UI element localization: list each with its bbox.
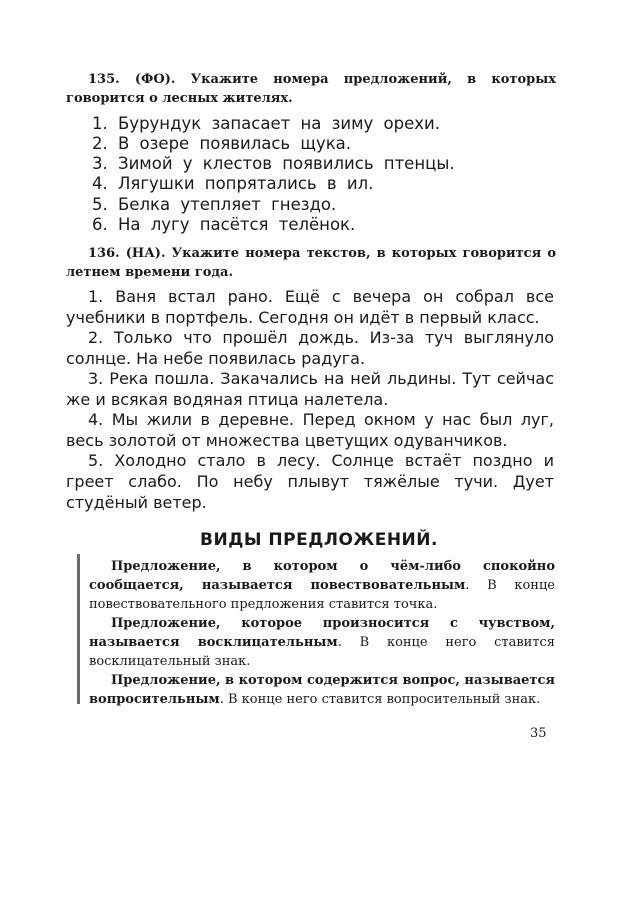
task-136-text-2: 2. Только что прошёл дождь. Из-за туч выглянуло солнце. На небе появилась радуга. (66, 328, 554, 368)
rule-bar (77, 554, 80, 704)
list-item: 2. В озере появилась щука. (92, 134, 352, 153)
rule-term: Предложение, в котором о чём-либо спокойно сообщается, называется повествовательным (89, 559, 555, 593)
list-item: 6. На лугу пасётся телёнок. (92, 215, 356, 234)
rule-box (77, 554, 557, 707)
rule-term: Предложение, в котором содержится вопрос, называется вопросительным (89, 673, 555, 707)
section-title: ВИДЫ ПРЕДЛОЖЕНИЙ. (200, 530, 438, 550)
task-136-header: 136. (НА). Укажите номера текстов, в которых говорится о летнем времени года. (66, 246, 556, 280)
list-item: 3. Зимой у клестов появились птенцы. (92, 154, 455, 173)
task-136-text-4: 4. Мы жили в деревне. Перед окном у нас был луг, весь золотой от множества цветущих одуванчиков. (66, 410, 554, 450)
task-135-header: 135. (ФО). Укажите номера предложений, в которых говорится о лесных жителях. (66, 72, 556, 106)
rule-interrogative: Предложение, в котором содержится вопрос, называется вопросительным. В конце него ставится вопросительный знак. (89, 673, 555, 707)
list-item: 1. Бурундук запасает на зиму орехи. (92, 114, 441, 133)
task-136-text-5: 5. Холодно стало в лесу. Солнце встаёт поздно и греет слабо. По небу плывут тяжёлые тучи. Дует студёный ветер. (66, 451, 554, 512)
task-136-text-1: 1. Ваня встал рано. Ещё с вечера он собрал все учебники в портфель. Сегодня он идёт в первый класс. (66, 287, 554, 327)
list-item: 4. Лягушки попрятались в ил. (92, 174, 374, 193)
rule-exclamatory: Предложение, которое произносится с чувством, называется восклицательным. В конце него ставится восклицательный знак. (89, 616, 556, 669)
task-136-text-3: 3. Река пошла. Закачались на ней льдины. Тут сейчас же и всякая водяная птица налетела. (66, 369, 554, 409)
list-item: 5. Белка утепляет гнездо. (92, 195, 337, 214)
rule-declarative: Предложение, в котором о чём-либо спокойно сообщается, называется повествовательным. В конце повествовательного предложения ставится точка. (89, 559, 555, 612)
rule-term: Предложение, которое произносится с чувством, называется восклицательным (89, 616, 555, 650)
page-number: 35 (530, 726, 547, 741)
